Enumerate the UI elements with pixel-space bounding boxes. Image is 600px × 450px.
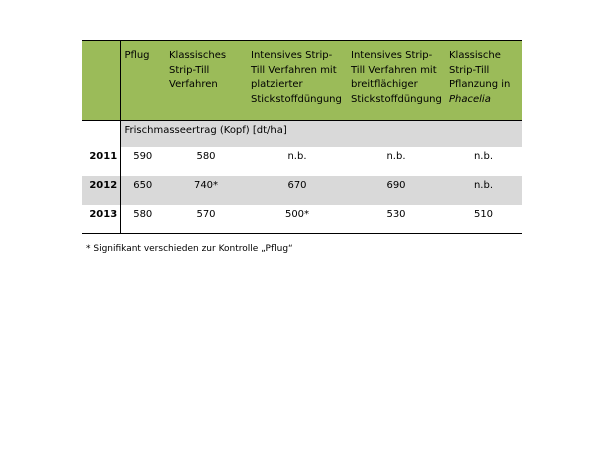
header-pflug: Pflug [120, 41, 165, 121]
row-year: 2012 [82, 176, 120, 205]
subheader-year-cell [82, 121, 120, 147]
table-cell: 580 [196, 150, 216, 162]
table-cell: 650 [120, 176, 165, 205]
table-cell: n.b. [445, 176, 522, 205]
table-cell: 590 [133, 150, 153, 162]
header-intensives-breitflaechig: Intensives Strip-Till Verfahren mit breitflächiger Stickstoffdüngung [347, 41, 445, 121]
table-cell: 670 [247, 176, 347, 205]
table-header-row [82, 41, 522, 121]
subheader-row [82, 121, 522, 147]
table-cell: 570 [165, 205, 247, 234]
table-cell: 580 [120, 205, 165, 234]
header-klassische-phacelia [445, 41, 522, 121]
table-cell: 530 [347, 205, 445, 234]
table-cell: n.b. [287, 150, 307, 162]
table-row [82, 147, 522, 176]
header-intensives-platziert: Intensives Strip-Till Verfahren mit platzierter Stickstoffdüngung [247, 41, 347, 121]
header-phacelia-italic: Phacelia [449, 93, 491, 105]
table-cell: n.b. [386, 150, 406, 162]
table-row [82, 176, 522, 205]
yield-table [82, 40, 522, 234]
header-klassische-phacelia-text: Klassische Strip-Till Pflanzung in [449, 50, 511, 90]
footnote: * Signifikant verschieden zur Kontrolle „Pflug“ [86, 244, 293, 254]
table-cell: 500* [247, 205, 347, 234]
table-cell: 690 [347, 176, 445, 205]
subheader-label: Frischmasseertrag (Kopf) [dt/ha] [120, 121, 522, 147]
header-klassisches-strip-till: Klassisches Strip-Till Verfahren [165, 41, 247, 121]
table-cell: n.b. [473, 150, 494, 162]
table-cell: 740* [165, 176, 247, 205]
table-cell: 510 [445, 205, 522, 234]
table-row [82, 205, 522, 234]
row-year: 2013 [82, 205, 120, 234]
row-year: 2011 [82, 147, 120, 176]
header-corner [82, 41, 120, 121]
